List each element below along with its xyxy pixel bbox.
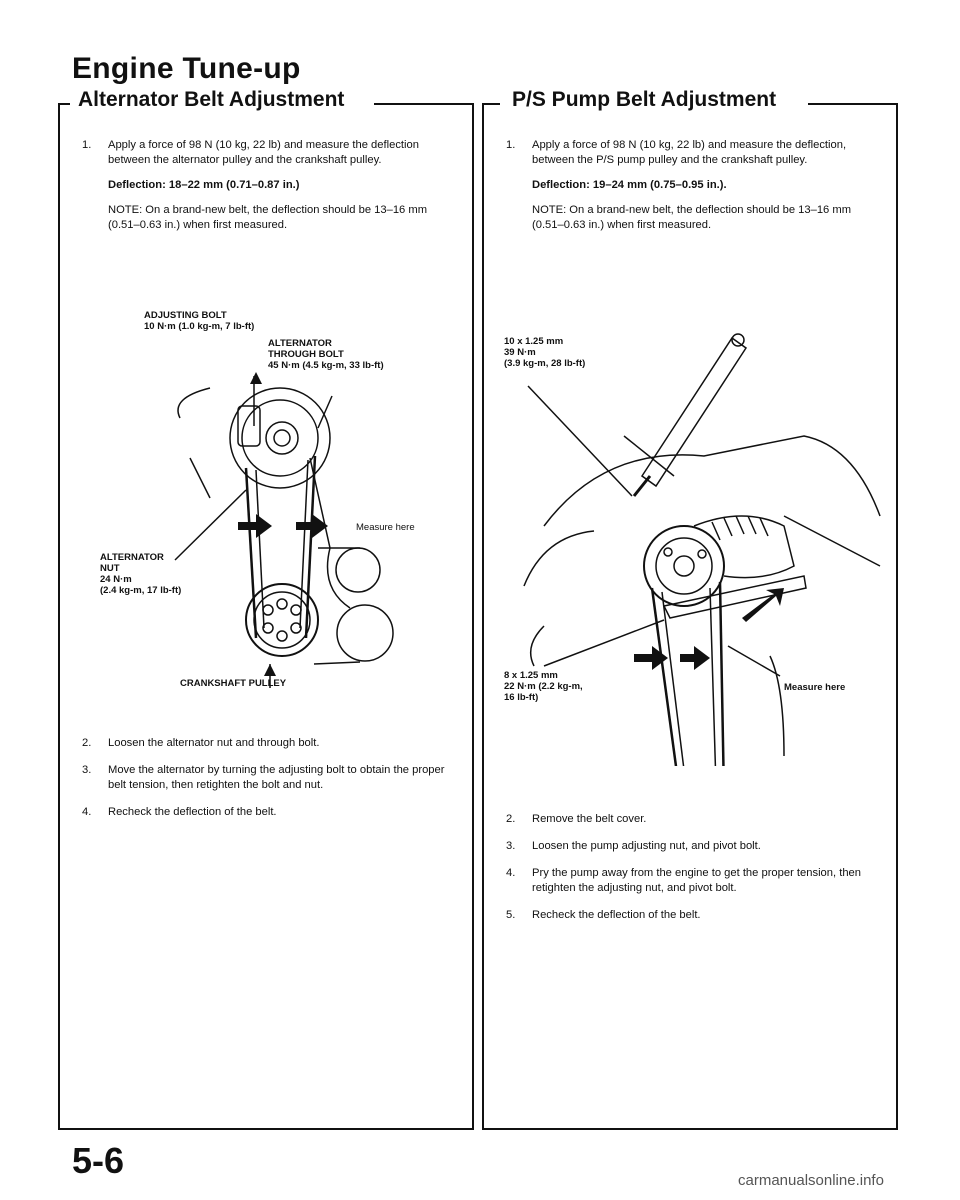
page-number: 5-6 [72,1140,125,1181]
step-number: 2. [506,813,516,825]
pivot-bolt-callout [504,336,585,369]
alternator-nut-callout [100,552,181,596]
step-number: 3. [82,764,92,776]
callout-line: ALTERNATOR [100,552,164,563]
callout-line: 10 x 1.25 mm [504,336,564,347]
deflection-spec: Deflection: 19–24 mm (0.75–0.95 in.). [532,179,727,191]
watermark: carmanualsonline.info [738,1172,884,1189]
step-text: Loosen the alternator nut and through bolt. [108,737,320,749]
step-list-continued [506,812,874,935]
step-text: Loosen the pump adjusting nut, and pivot bolt. [532,840,761,852]
adjusting-nut-callout [504,670,583,703]
step-number: 4. [506,867,516,879]
measure-here-label: Measure here [356,522,415,533]
adjusting-bolt-callout [144,310,254,332]
callout-line: (2.4 kg-m, 17 lb-ft) [100,585,182,596]
step-item [82,736,450,751]
step-text: Pry the pump away from the engine to get the proper tension, then retighten the adjusting nut, and pivot bolt. [532,867,861,894]
step-list-continued [82,736,450,832]
step-number: 4. [82,806,92,818]
panel-header [58,86,474,122]
measure-here-label: Measure here [784,682,846,693]
step-number: 2. [82,737,92,749]
step-body [532,138,874,243]
panel-header [482,86,898,122]
step-item [506,908,874,923]
step-item [82,805,450,820]
step-text: Recheck the deflection of the belt. [532,909,701,921]
step-note: NOTE: On a brand-new belt, the deflection should be 13–16 mm (0.51–0.63 in.) when first measured. [108,204,428,231]
alternator-diagram [60,308,472,688]
step-item [82,763,450,793]
step-number: 5. [506,909,516,921]
step-text: Apply a force of 98 N (10 kg, 22 lb) and measure the deflection, between the P/S pump pulley and the crankshaft pulley. [532,139,847,166]
crankshaft-pulley-label: CRANKSHAFT PULLEY [180,678,287,689]
callout-line: THROUGH BOLT [268,349,344,360]
callout-line: NUT [100,563,120,574]
alternator-belt-figure [60,308,472,688]
section-title-alternator: Alternator Belt Adjustment [70,88,352,112]
step-text: Move the alternator by turning the adjusting bolt to obtain the proper belt tension, then retighten the bolt and nut. [108,764,445,791]
step-item [506,866,874,896]
alternator-belt-panel [58,88,474,1130]
step-number: 3. [506,840,516,852]
callout-line: 22 N·m (2.2 kg-m, [504,681,583,692]
step-note: NOTE: On a brand-new belt, the deflection should be 13–16 mm (0.51–0.63 in.) when first measured. [532,204,852,231]
callout-line: ALTERNATOR [268,338,332,349]
callout-line: 45 N·m (4.5 kg-m, 33 lb-ft) [268,360,384,371]
ps-pump-belt-panel [482,88,898,1130]
header-rule [374,103,474,105]
deflection-spec: Deflection: 18–22 mm (0.71–0.87 in.) [108,179,300,191]
step-list [506,138,874,255]
callout-line: 16 lb-ft) [504,692,539,703]
step-item [82,138,450,243]
step-item [506,138,874,243]
step-text: Apply a force of 98 N (10 kg, 22 lb) and measure the deflection between the alternator pulley and the crankshaft pulley. [108,139,419,166]
through-bolt-callout [268,338,384,371]
step-text: Recheck the deflection of the belt. [108,806,277,818]
header-rule [482,103,500,105]
step-body [108,138,450,243]
page-title: Engine Tune-up [72,52,301,85]
step-number: 1. [506,139,516,151]
callout-line: 10 N·m (1.0 kg-m, 7 lb-ft) [144,321,255,332]
step-list [82,138,450,255]
header-rule [808,103,898,105]
step-item [506,839,874,854]
callout-line: 8 x 1.25 mm [504,670,558,681]
step-item [506,812,874,827]
ps-pump-belt-figure [484,326,896,766]
section-title-ps-pump: P/S Pump Belt Adjustment [504,88,784,112]
callout-line: 24 N·m [100,574,132,585]
step-text: Remove the belt cover. [532,813,647,825]
callout-line: (3.9 kg-m, 28 lb-ft) [504,358,586,369]
callout-line: 39 N·m [504,347,536,358]
step-number: 1. [82,139,92,151]
callout-line: ADJUSTING BOLT [144,310,227,321]
